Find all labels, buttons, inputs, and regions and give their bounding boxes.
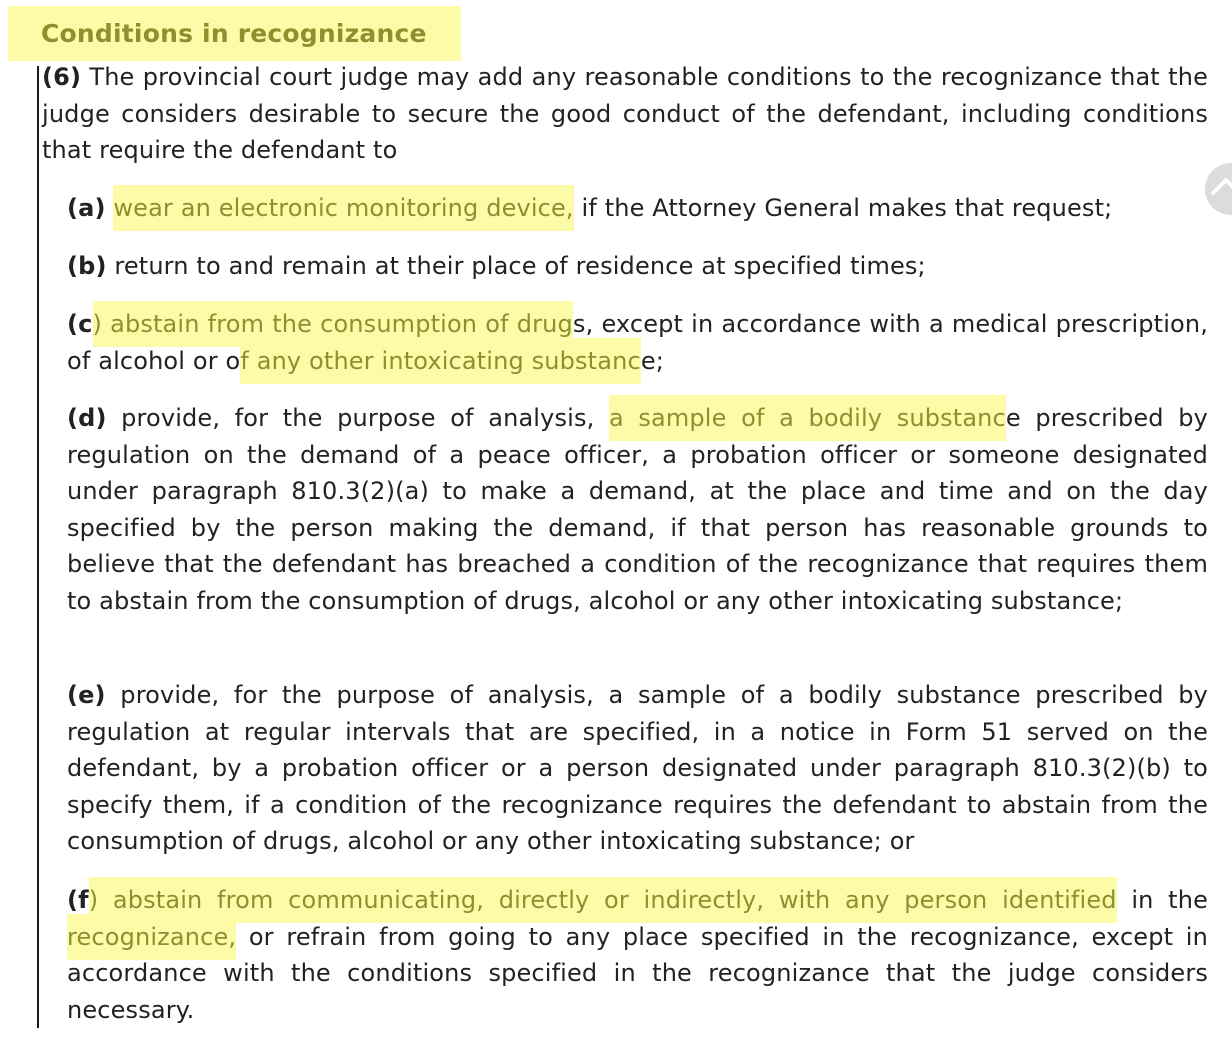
paragraph-c-highlight-2: f any other intoxicating substanc — [240, 338, 640, 384]
paragraph-c-highlight-1: ) abstain from the consumption of drug — [93, 301, 573, 347]
paragraph-b-label: (b) — [67, 252, 107, 280]
paragraph-d-text-start: provide, for the purpose of analysis, — [106, 404, 609, 432]
scroll-to-top-button[interactable] — [1205, 163, 1232, 215]
subsection-body: The provincial court judge may add any reasonable conditions to the recognizance that the judge considers desirable to secure the good conduct of the defendant, including conditions that require the defendant to — [42, 63, 1208, 164]
paragraph-c — [67, 306, 1208, 379]
paragraph-f-text-end: or refrain from going to any place specified in the recognizance, except in accordance with the conditions specified in the recognizance that the judge considers necessary. — [67, 922, 1208, 1024]
paragraph-b — [67, 248, 1208, 285]
left-margin-rule — [37, 66, 39, 1028]
paragraph-e-text: provide, for the purpose of analysis, a sample of a bodily substance prescribed by regulation at regular intervals that are specified, in a notice in Form 51 served on the defendant, by a probation officer or a person designated under paragraph 810.3(2)(b) to specify them, if a condition of the recognizance requires the defendant to abstain from the consumption of drugs, alcohol or any other intoxicating substance; or — [67, 681, 1208, 855]
paragraph-c-text-end: e; — [640, 346, 664, 375]
paragraph-e-label: (e) — [67, 681, 106, 709]
paragraph-d — [67, 400, 1208, 619]
paragraph-f-text-mid: in the — [1116, 886, 1208, 914]
paragraph-f — [67, 882, 1208, 1028]
paragraph-b-text: return to and remain at their place of residence at specified times; — [106, 252, 926, 280]
paragraph-f-label: (f — [67, 886, 89, 914]
paragraph-e — [67, 677, 1208, 860]
paragraph-c-label: (c — [67, 310, 93, 338]
subsection-6-text — [42, 59, 1208, 169]
paragraph-f-highlight-2: recognizance, — [67, 914, 236, 960]
paragraph-d-label: (d) — [67, 404, 107, 432]
paragraph-d-highlight: a sample of a bodily substanc — [609, 395, 1006, 441]
paragraph-a-text: if the Attorney General makes that request; — [573, 194, 1113, 222]
chevron-up-icon — [1209, 171, 1232, 201]
section-heading: Conditions in recognizance — [8, 6, 461, 61]
paragraph-c-text-mid: s, except in accordance with a medical prescription, of alcohol or o — [67, 310, 1208, 375]
paragraph-a-label: (a) — [67, 194, 106, 222]
paragraph-a — [67, 190, 1208, 227]
paragraph-a-highlight: wear an electronic monitoring device, — [113, 185, 573, 231]
paragraph-d-text-end: e prescribed by regulation on the demand of a peace officer, a probation officer or someone designated under paragraph 810.3(2)(a) to make a demand, at the place and time and on the day specified by the person making the demand, if that person has reasonable grounds to believe that the defendant has breached a condition of the recognizance that requires them to abstain from the consumption of drugs, alcohol or any other intoxicating substance; — [67, 404, 1208, 615]
subsection-label: (6) — [42, 63, 82, 91]
paragraph-f-highlight-1: ) abstain from communicating, directly or indirectly, with any person identified — [89, 877, 1117, 923]
